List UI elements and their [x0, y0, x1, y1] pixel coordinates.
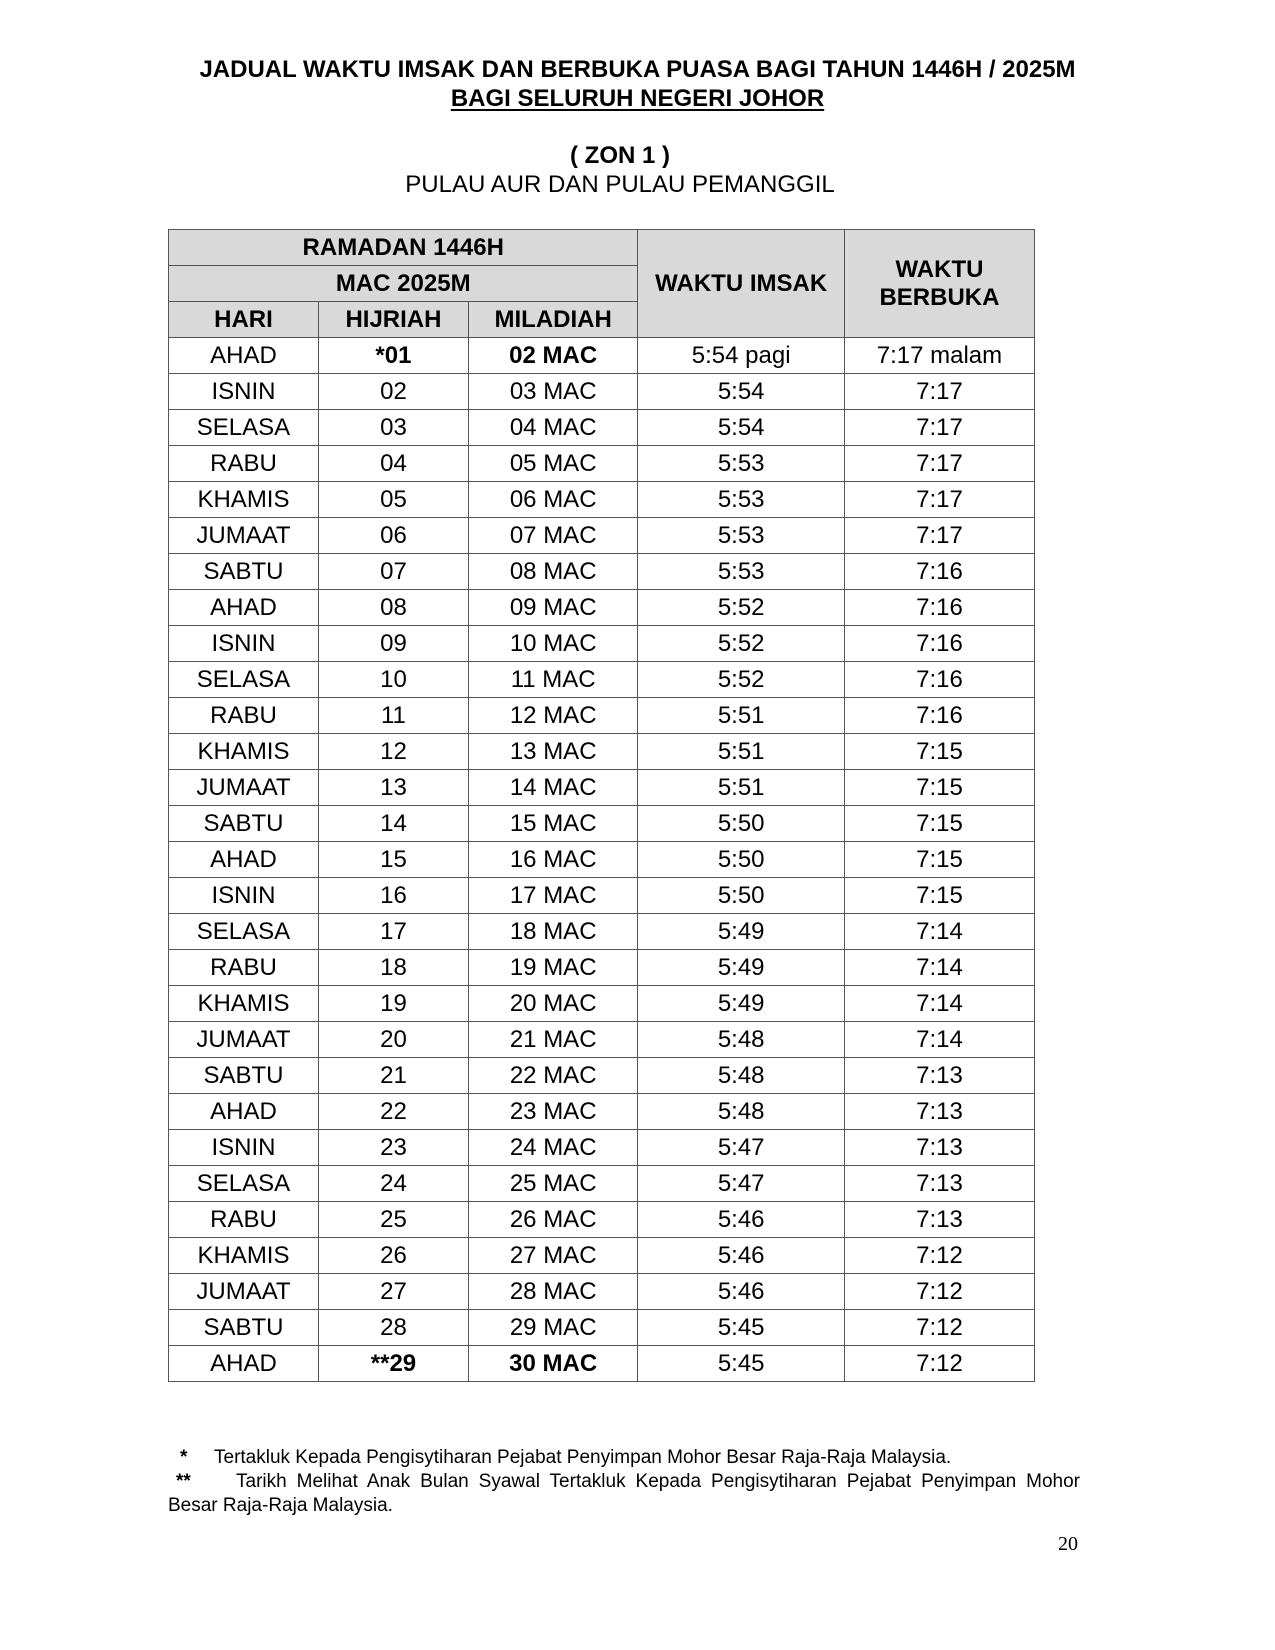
cell-hari: SABTU	[169, 1310, 319, 1346]
cell-hari: AHAD	[169, 1094, 319, 1130]
cell-berbuka: 7:16	[844, 626, 1034, 662]
cell-hijriah: 25	[318, 1202, 468, 1238]
footnote-2-text: Tarikh Melihat Anak Bulan Syawal Tertakluk Kepada Pengisytiharan Pejabat Penyimpan Mohor Besar Raja-Raja Malaysia.	[168, 1471, 1080, 1516]
cell-miladiah: 29 MAC	[468, 1310, 638, 1346]
header-berbuka-line1: WAKTU	[895, 255, 984, 283]
table-row	[169, 698, 1035, 734]
cell-berbuka: 7:16	[844, 590, 1034, 626]
header-berbuka-line2: BERBUKA	[879, 283, 1000, 311]
cell-berbuka: 7:13	[844, 1166, 1034, 1202]
cell-hijriah: 15	[318, 842, 468, 878]
cell-hijriah: 27	[318, 1274, 468, 1310]
cell-imsak: 5:53	[638, 446, 844, 482]
cell-hari: ISNIN	[169, 1130, 319, 1166]
cell-miladiah: 12 MAC	[468, 698, 638, 734]
cell-hari: SELASA	[169, 410, 319, 446]
cell-miladiah: 10 MAC	[468, 626, 638, 662]
table-row	[169, 410, 1035, 446]
cell-miladiah: 04 MAC	[468, 410, 638, 446]
footnote-2-marker: **	[176, 1471, 191, 1492]
cell-berbuka: 7:17	[844, 482, 1034, 518]
cell-hari: RABU	[169, 698, 319, 734]
cell-imsak: 5:54	[638, 374, 844, 410]
cell-miladiah: 28 MAC	[468, 1274, 638, 1310]
cell-miladiah: 24 MAC	[468, 1130, 638, 1166]
cell-miladiah: 14 MAC	[468, 770, 638, 806]
table-row	[169, 986, 1035, 1022]
cell-hari: JUMAAT	[169, 1022, 319, 1058]
prayer-time-table	[168, 229, 1035, 1382]
cell-imsak: 5:54 pagi	[638, 338, 844, 374]
table-row	[169, 770, 1035, 806]
cell-berbuka: 7:14	[844, 914, 1034, 950]
cell-hijriah: 23	[318, 1130, 468, 1166]
cell-berbuka: 7:17	[844, 374, 1034, 410]
cell-hari: JUMAAT	[169, 770, 319, 806]
cell-hijriah: 07	[318, 554, 468, 590]
state-name: BAGI SELURUH NEGERI JOHOR	[450, 85, 825, 112]
cell-imsak: 5:48	[638, 1094, 844, 1130]
cell-hari: RABU	[169, 950, 319, 986]
cell-berbuka: 7:14	[844, 1022, 1034, 1058]
cell-berbuka: 7:12	[844, 1274, 1034, 1310]
cell-hari: ISNIN	[169, 374, 319, 410]
cell-miladiah: 09 MAC	[468, 590, 638, 626]
table-row	[169, 1310, 1035, 1346]
cell-hari: SABTU	[169, 806, 319, 842]
zone-label: ( ZON 1 )	[570, 142, 670, 169]
cell-hijriah: 05	[318, 482, 468, 518]
header-ramadan: RAMADAN 1446H	[169, 230, 638, 266]
cell-hijriah: 21	[318, 1058, 468, 1094]
footnote-1	[168, 1446, 1080, 1470]
cell-imsak: 5:45	[638, 1310, 844, 1346]
cell-hijriah: 16	[318, 878, 468, 914]
page-number: 20	[1058, 1533, 1078, 1555]
cell-miladiah: 13 MAC	[468, 734, 638, 770]
cell-hijriah: 17	[318, 914, 468, 950]
cell-hari: RABU	[169, 1202, 319, 1238]
table-row	[169, 1130, 1035, 1166]
cell-berbuka: 7:17	[844, 410, 1034, 446]
cell-hari: AHAD	[169, 590, 319, 626]
cell-miladiah: 18 MAC	[468, 914, 638, 950]
cell-berbuka: 7:17	[844, 518, 1034, 554]
cell-hijriah: 14	[318, 806, 468, 842]
table-row	[169, 590, 1035, 626]
cell-berbuka: 7:14	[844, 950, 1034, 986]
cell-berbuka: 7:16	[844, 698, 1034, 734]
table-row	[169, 842, 1035, 878]
cell-imsak: 5:48	[638, 1058, 844, 1094]
table-row	[169, 626, 1035, 662]
cell-hari: AHAD	[169, 338, 319, 374]
table-row	[169, 914, 1035, 950]
cell-imsak: 5:45	[638, 1346, 844, 1382]
cell-hijriah: 02	[318, 374, 468, 410]
cell-hijriah: 09	[318, 626, 468, 662]
cell-imsak: 5:47	[638, 1166, 844, 1202]
table-row	[169, 554, 1035, 590]
cell-hari: SELASA	[169, 1166, 319, 1202]
table-body	[169, 338, 1035, 1382]
cell-imsak: 5:54	[638, 410, 844, 446]
table-row	[169, 734, 1035, 770]
cell-imsak: 5:52	[638, 662, 844, 698]
cell-hijriah: 03	[318, 410, 468, 446]
header-waktu-imsak: WAKTU IMSAK	[638, 230, 844, 338]
table-row	[169, 1166, 1035, 1202]
table-row	[169, 1346, 1035, 1382]
table-row	[169, 1058, 1035, 1094]
cell-hari: RABU	[169, 446, 319, 482]
cell-imsak: 5:52	[638, 590, 844, 626]
cell-berbuka: 7:15	[844, 878, 1034, 914]
table-row	[169, 662, 1035, 698]
cell-imsak: 5:53	[638, 554, 844, 590]
cell-miladiah: 17 MAC	[468, 878, 638, 914]
cell-berbuka: 7:15	[844, 806, 1034, 842]
cell-berbuka: 7:17	[844, 446, 1034, 482]
header-hijriah: HIJRIAH	[318, 302, 468, 338]
table-row	[169, 1094, 1035, 1130]
cell-miladiah: 19 MAC	[468, 950, 638, 986]
cell-hijriah: 20	[318, 1022, 468, 1058]
header-waktu-berbuka	[844, 230, 1034, 338]
footnotes	[168, 1446, 1080, 1518]
cell-hari: KHAMIS	[169, 986, 319, 1022]
cell-miladiah: 23 MAC	[468, 1094, 638, 1130]
cell-berbuka: 7:15	[844, 770, 1034, 806]
cell-miladiah: 11 MAC	[468, 662, 638, 698]
table-row	[169, 1274, 1035, 1310]
cell-hijriah: 08	[318, 590, 468, 626]
cell-hari: SELASA	[169, 914, 319, 950]
cell-hari: SABTU	[169, 1058, 319, 1094]
cell-hijriah: **29	[318, 1346, 468, 1382]
cell-imsak: 5:49	[638, 914, 844, 950]
cell-berbuka: 7:13	[844, 1058, 1034, 1094]
table-row	[169, 338, 1035, 374]
header-mac: MAC 2025M	[169, 266, 638, 302]
cell-miladiah: 02 MAC	[468, 338, 638, 374]
table-row	[169, 482, 1035, 518]
cell-imsak: 5:51	[638, 770, 844, 806]
cell-imsak: 5:53	[638, 518, 844, 554]
cell-berbuka: 7:15	[844, 842, 1034, 878]
cell-berbuka: 7:12	[844, 1238, 1034, 1274]
cell-hijriah: 22	[318, 1094, 468, 1130]
cell-imsak: 5:52	[638, 626, 844, 662]
cell-hari: SABTU	[169, 554, 319, 590]
cell-hijriah: 24	[318, 1166, 468, 1202]
cell-berbuka: 7:13	[844, 1202, 1034, 1238]
cell-hijriah: 28	[318, 1310, 468, 1346]
table-row	[169, 1238, 1035, 1274]
cell-berbuka: 7:17 malam	[844, 338, 1034, 374]
cell-imsak: 5:47	[638, 1130, 844, 1166]
cell-hari: SELASA	[169, 662, 319, 698]
cell-imsak: 5:50	[638, 806, 844, 842]
cell-miladiah: 07 MAC	[468, 518, 638, 554]
cell-miladiah: 08 MAC	[468, 554, 638, 590]
cell-hijriah: 19	[318, 986, 468, 1022]
footnote-1-marker: *	[180, 1447, 188, 1468]
cell-imsak: 5:46	[638, 1238, 844, 1274]
cell-imsak: 5:46	[638, 1202, 844, 1238]
cell-hijriah: 12	[318, 734, 468, 770]
table-row	[169, 446, 1035, 482]
cell-imsak: 5:51	[638, 734, 844, 770]
cell-hijriah: 26	[318, 1238, 468, 1274]
cell-hijriah: 11	[318, 698, 468, 734]
cell-hijriah: 06	[318, 518, 468, 554]
cell-miladiah: 22 MAC	[468, 1058, 638, 1094]
cell-hari: JUMAAT	[169, 1274, 319, 1310]
cell-imsak: 5:53	[638, 482, 844, 518]
cell-miladiah: 25 MAC	[468, 1166, 638, 1202]
document-subtitle	[0, 85, 1275, 113]
document-title: JADUAL WAKTU IMSAK DAN BERBUKA PUASA BAGI TAHUN 1446H / 2025M	[199, 56, 1076, 83]
cell-hari: JUMAAT	[169, 518, 319, 554]
header-miladiah: MILADIAH	[468, 302, 638, 338]
cell-miladiah: 27 MAC	[468, 1238, 638, 1274]
cell-miladiah: 03 MAC	[468, 374, 638, 410]
cell-miladiah: 30 MAC	[468, 1346, 638, 1382]
cell-miladiah: 21 MAC	[468, 1022, 638, 1058]
table-row	[169, 1202, 1035, 1238]
footnote-1-text: Tertakluk Kepada Pengisytiharan Pejabat Penyimpan Mohor Besar Raja-Raja Malaysia.	[214, 1447, 952, 1468]
table-row	[169, 950, 1035, 986]
cell-berbuka: 7:14	[844, 986, 1034, 1022]
cell-miladiah: 26 MAC	[468, 1202, 638, 1238]
table-row	[169, 374, 1035, 410]
cell-hari: KHAMIS	[169, 482, 319, 518]
cell-imsak: 5:50	[638, 878, 844, 914]
zone-location: PULAU AUR DAN PULAU PEMANGGIL	[405, 171, 835, 198]
table-row	[169, 878, 1035, 914]
footnote-2	[168, 1470, 1080, 1518]
cell-berbuka: 7:12	[844, 1346, 1034, 1382]
cell-hari: AHAD	[169, 842, 319, 878]
cell-hari: KHAMIS	[169, 734, 319, 770]
cell-hari: KHAMIS	[169, 1238, 319, 1274]
cell-imsak: 5:51	[638, 698, 844, 734]
cell-miladiah: 20 MAC	[468, 986, 638, 1022]
cell-berbuka: 7:13	[844, 1130, 1034, 1166]
cell-berbuka: 7:12	[844, 1310, 1034, 1346]
header-hari: HARI	[169, 302, 319, 338]
cell-imsak: 5:49	[638, 986, 844, 1022]
cell-miladiah: 16 MAC	[468, 842, 638, 878]
cell-miladiah: 05 MAC	[468, 446, 638, 482]
cell-berbuka: 7:16	[844, 662, 1034, 698]
cell-hijriah: *01	[318, 338, 468, 374]
table-row	[169, 1022, 1035, 1058]
cell-berbuka: 7:13	[844, 1094, 1034, 1130]
cell-hijriah: 10	[318, 662, 468, 698]
cell-imsak: 5:46	[638, 1274, 844, 1310]
cell-hijriah: 13	[318, 770, 468, 806]
cell-hari: AHAD	[169, 1346, 319, 1382]
table-row	[169, 518, 1035, 554]
cell-hari: ISNIN	[169, 878, 319, 914]
cell-imsak: 5:49	[638, 950, 844, 986]
cell-miladiah: 06 MAC	[468, 482, 638, 518]
cell-berbuka: 7:16	[844, 554, 1034, 590]
cell-miladiah: 15 MAC	[468, 806, 638, 842]
cell-hari: ISNIN	[169, 626, 319, 662]
cell-hijriah: 04	[318, 446, 468, 482]
table-row	[169, 806, 1035, 842]
cell-imsak: 5:50	[638, 842, 844, 878]
cell-berbuka: 7:15	[844, 734, 1034, 770]
cell-hijriah: 18	[318, 950, 468, 986]
cell-imsak: 5:48	[638, 1022, 844, 1058]
